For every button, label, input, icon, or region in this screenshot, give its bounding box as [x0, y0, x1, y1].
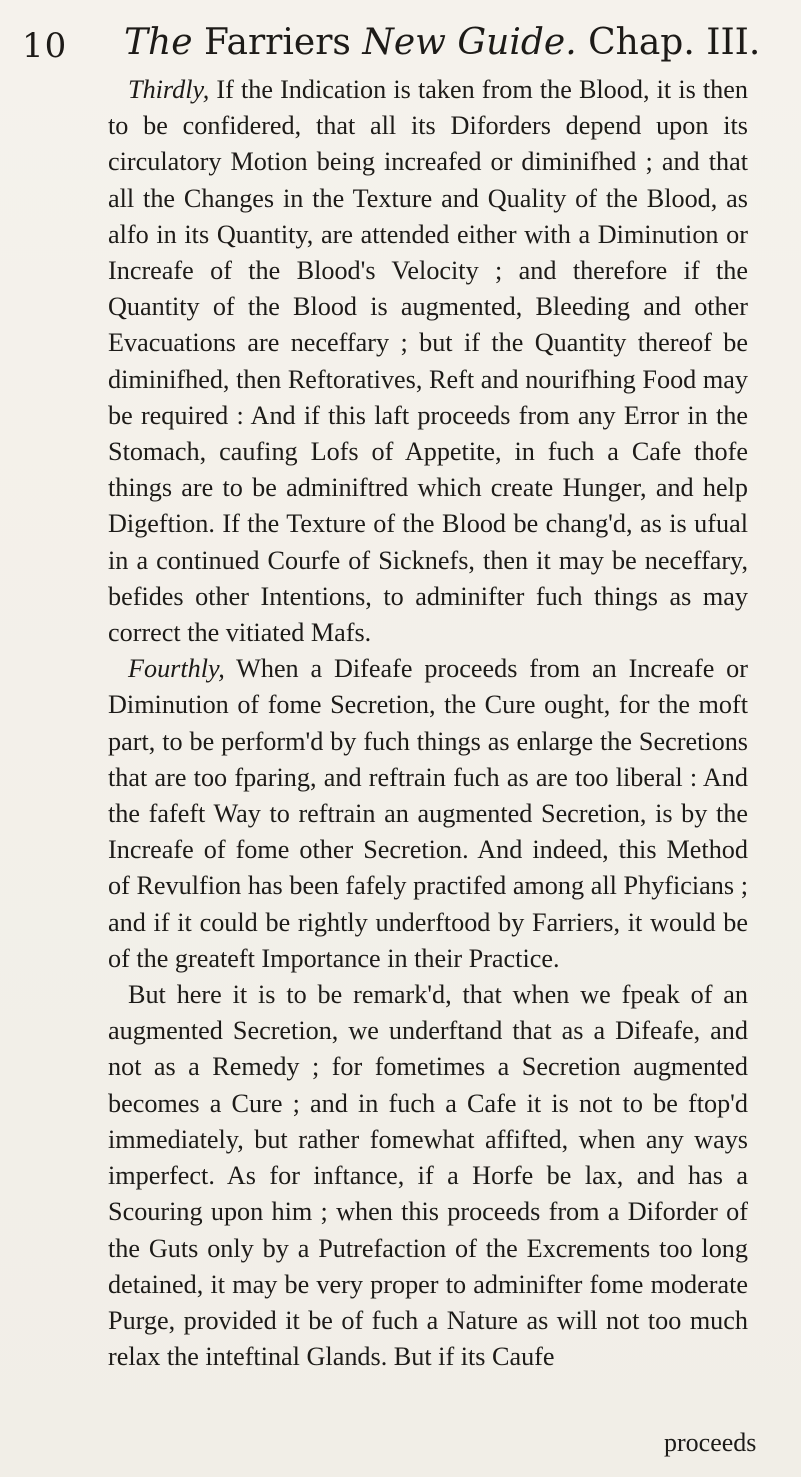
paragraph-thirdly — [108, 72, 748, 651]
paragraph-lead: Fourthly, — [128, 654, 225, 684]
running-head-prefix: The — [124, 22, 193, 63]
running-head-italic: New Guide. — [362, 22, 577, 63]
running-head-main: Farriers — [203, 22, 351, 63]
page-number: 10 — [22, 26, 68, 66]
paragraph-lead: Thirdly, — [128, 75, 210, 104]
running-head-chapter: Chap. III. — [588, 22, 761, 63]
paragraph-text: But here it is to be remark'd, that when we fpeak of an augmented Secretion, we underftand that as a Difeafe, and not as a Remedy ; for fometimes a Secretion augmented becomes a Cure ; and in fuch a Cafe it is not to be ftop'd immediately, but rather fomewhat affifted, when any ways imperfect. As for inftance, if a Horfe be lax, and has a Scouring upon him ; when this proceeds from a Diforder of the Guts only by a Putrefaction of the Excrements too long detained, it may be very proper to adminifter fome moderate Purge, provided it be of fuch a Nature as will not too much relax the inteftinal Glands. But if its Caufe — [108, 980, 748, 1372]
body-text — [108, 72, 748, 1375]
paragraph-remark — [108, 977, 748, 1375]
paragraph-text: When a Difeafe proceeds from an Increafe or Diminution of fome Secretion, the Cure ought, for the moft part, to be perform'd by fuch things as enlarge the Secretions that are too fparing, and reftrain fuch as are too liberal : And the fafeft Way to reftrain an augmented Secretion, is by the Increafe of fome other Secretion. And indeed, this Method of Revulfion has been fafely practifed among all Phyficians ; and if it could be rightly underftood by Farriers, it would be of the greateft Importance in their Practice. — [108, 654, 748, 973]
paragraph-fourthly — [108, 651, 748, 977]
running-head — [124, 22, 764, 63]
catchword: proceeds — [664, 1428, 757, 1457]
paragraph-text: If the Indication is taken from the Blood, it is then to be confidered, that all its Diforders depend upon its circulatory Motion being increafed or diminifhed ; and that all the Changes in the Texture and Quality of the Blood, as alfo in its Quantity, are attended either with a Diminution or Increafe of the Blood's Velocity ; and therefore if the Quantity of the Blood is augmented, Bleeding and other Evacuations are neceffary ; but if the Quantity thereof be diminifhed, then Reftoratives, Reft and nourifhing Food may be required : And if this laft proceeds from any Error in the Stomach, caufing Lofs of Appetite, in fuch a Cafe thofe things are to be adminiftred which create Hunger, and help Digeftion. If the Texture of the Blood be chang'd, as is ufual in a continued Courfe of Sicknefs, then it may be neceffary, befides other Intentions, to adminifter fuch things as may correct the vitiated Mafs. — [108, 75, 748, 648]
